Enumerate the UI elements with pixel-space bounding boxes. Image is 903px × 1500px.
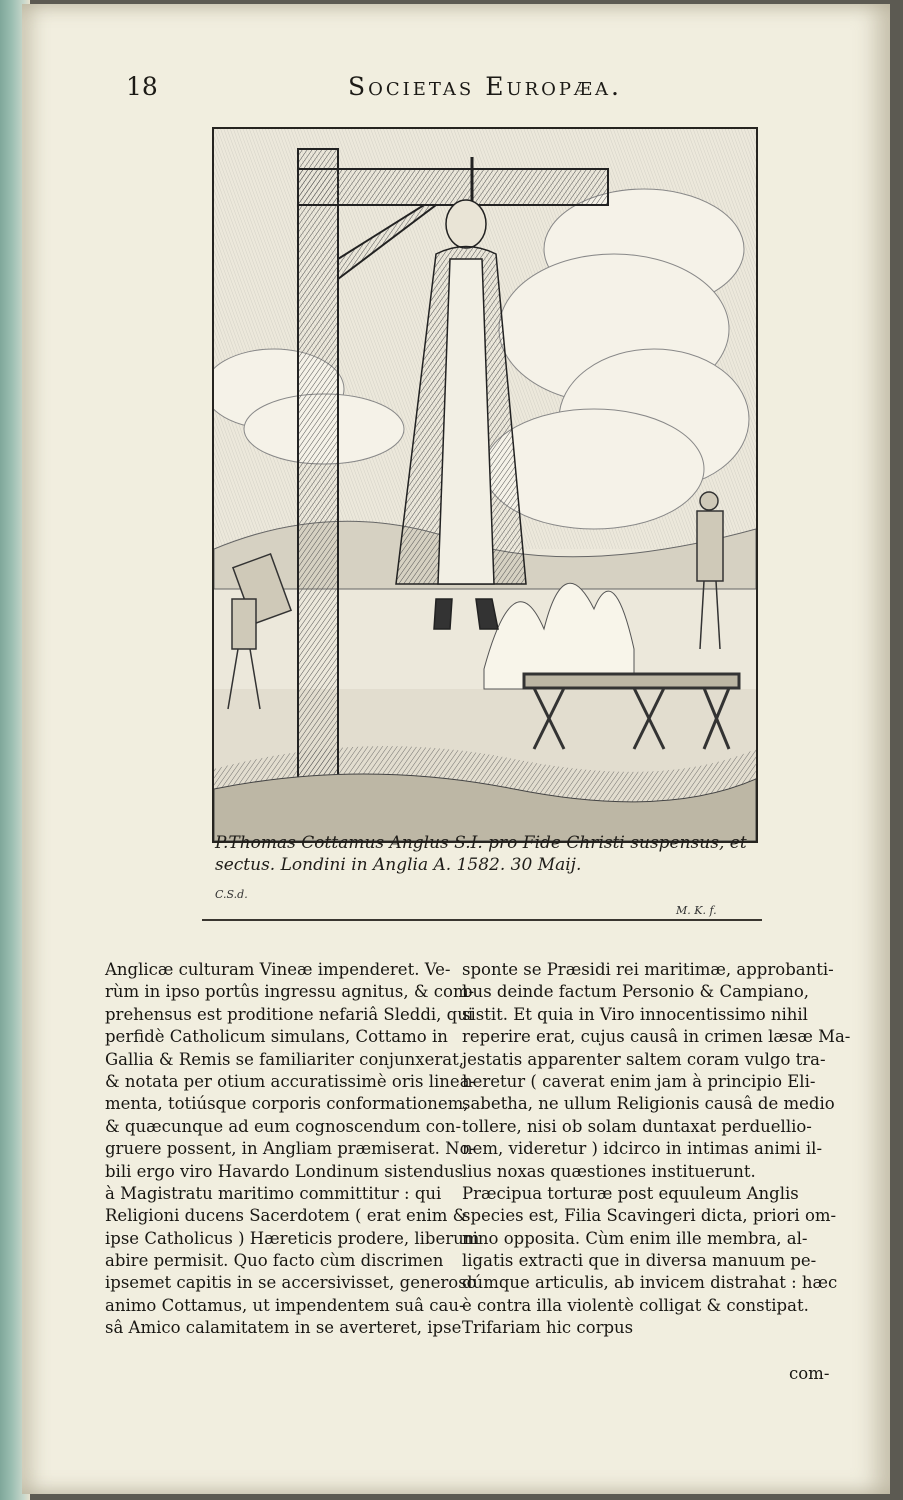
text-line: Præcipua torturæ post equuleum Anglis (462, 1183, 799, 1203)
text-line: gruere possent, in Angliam præmiserat. No- (105, 1139, 476, 1159)
page-number: 18 (126, 72, 158, 101)
text-line: lius noxas quæstiones instituerunt. (462, 1161, 756, 1181)
text-line: sistit. Et quia in Viro innocentissimo nihil (462, 1004, 808, 1024)
text-line: tollere, nisi ob solam duntaxat perduellio- (462, 1116, 812, 1136)
text-column-right (462, 959, 850, 1340)
text-line: perfidè Catholicum simulans, Cottamo in (105, 1027, 448, 1047)
text-line: species est, Filia Scavingeri dicta, priori om- (462, 1206, 837, 1226)
running-title: Societas Europæa. (348, 72, 623, 101)
text-line: ipse Catholicus ) Hæreticis prodere, liberum (105, 1228, 480, 1248)
text-line: ligatis extracti que in diversa manuum pe- (462, 1251, 817, 1271)
text-line: à Magistratu maritimo committitur : qui (105, 1183, 442, 1203)
text-line: rùm in ipso portûs ingressu agnitus, & com- (105, 982, 475, 1002)
text-line: nino opposita. Cùm enim ille membra, al- (462, 1228, 808, 1248)
caption-line: sectus. Londini in Anglia A. 1582. 30 Maij. (215, 855, 582, 876)
text-line: reperire erat, cujus causâ in crimen læsæ Ma- (462, 1027, 851, 1047)
text-line: Trifariam hic corpus (462, 1318, 634, 1338)
text-line: Anglicæ culturam Vineæ impenderet. Ve- (105, 960, 451, 979)
catchword: com- (789, 1364, 830, 1383)
text-line: Gallia & Remis se familiariter conjunxerat, (105, 1049, 464, 1069)
caption-line: P.Thomas Cottamus Anglus S.I. pro Fide Christi suspensus, et (215, 833, 747, 853)
text-column-left (105, 959, 480, 1340)
engraver-signature-left: C.S.d. (215, 888, 248, 901)
text-line: & quæcunque ad eum cognoscendum con- (105, 1116, 462, 1136)
text-line: & notata per otium accuratissimè oris linea- (105, 1071, 476, 1091)
page-header (22, 72, 890, 112)
text-line: bus deinde factum Personio & Campiano, (462, 982, 810, 1002)
engraving-illustration (214, 129, 756, 841)
text-line: animo Cottamus, ut impendentem suâ cau- (105, 1295, 465, 1315)
engraving-plate (212, 127, 758, 843)
text-line: bili ergo viro Havardo Londinum sistendus (105, 1161, 464, 1181)
text-line: sâ Amico calamitatem in se averteret, ipse (105, 1318, 462, 1338)
text-line: jestatis apparenter saltem coram vulgo tra- (462, 1049, 826, 1069)
engraver-signature-right: M. K. f. (676, 904, 717, 917)
plate-rule (202, 919, 762, 921)
text-line: è contra illa violentè colligat & constipat. (462, 1295, 809, 1315)
book-page (22, 4, 890, 1494)
text-line: dúmque articulis, ab invicem distrahat : hæc (462, 1273, 838, 1293)
text-line: prehensus est proditione nefariâ Sleddi, qui (105, 1004, 474, 1024)
text-line: Religioni ducens Sacerdotem ( erat enim & (105, 1206, 468, 1226)
text-line: menta, totiúsque corporis conformationem, (105, 1094, 469, 1114)
text-line: sponte se Præsidi rei maritimæ, approbanti- (462, 960, 834, 979)
text-line: sabetha, ne ullum Religionis causâ de medio (462, 1094, 835, 1114)
text-line: ipsemet capitis in se accersivisset, generoso (105, 1273, 477, 1293)
text-line: nem, videretur ) idcirco in intimas animi il- (462, 1139, 823, 1159)
text-line: abire permisit. Quo facto cùm discrimen (105, 1251, 444, 1271)
plate-caption (215, 832, 775, 877)
text-line: heretur ( caverat enim jam à principio Eli- (462, 1071, 816, 1091)
